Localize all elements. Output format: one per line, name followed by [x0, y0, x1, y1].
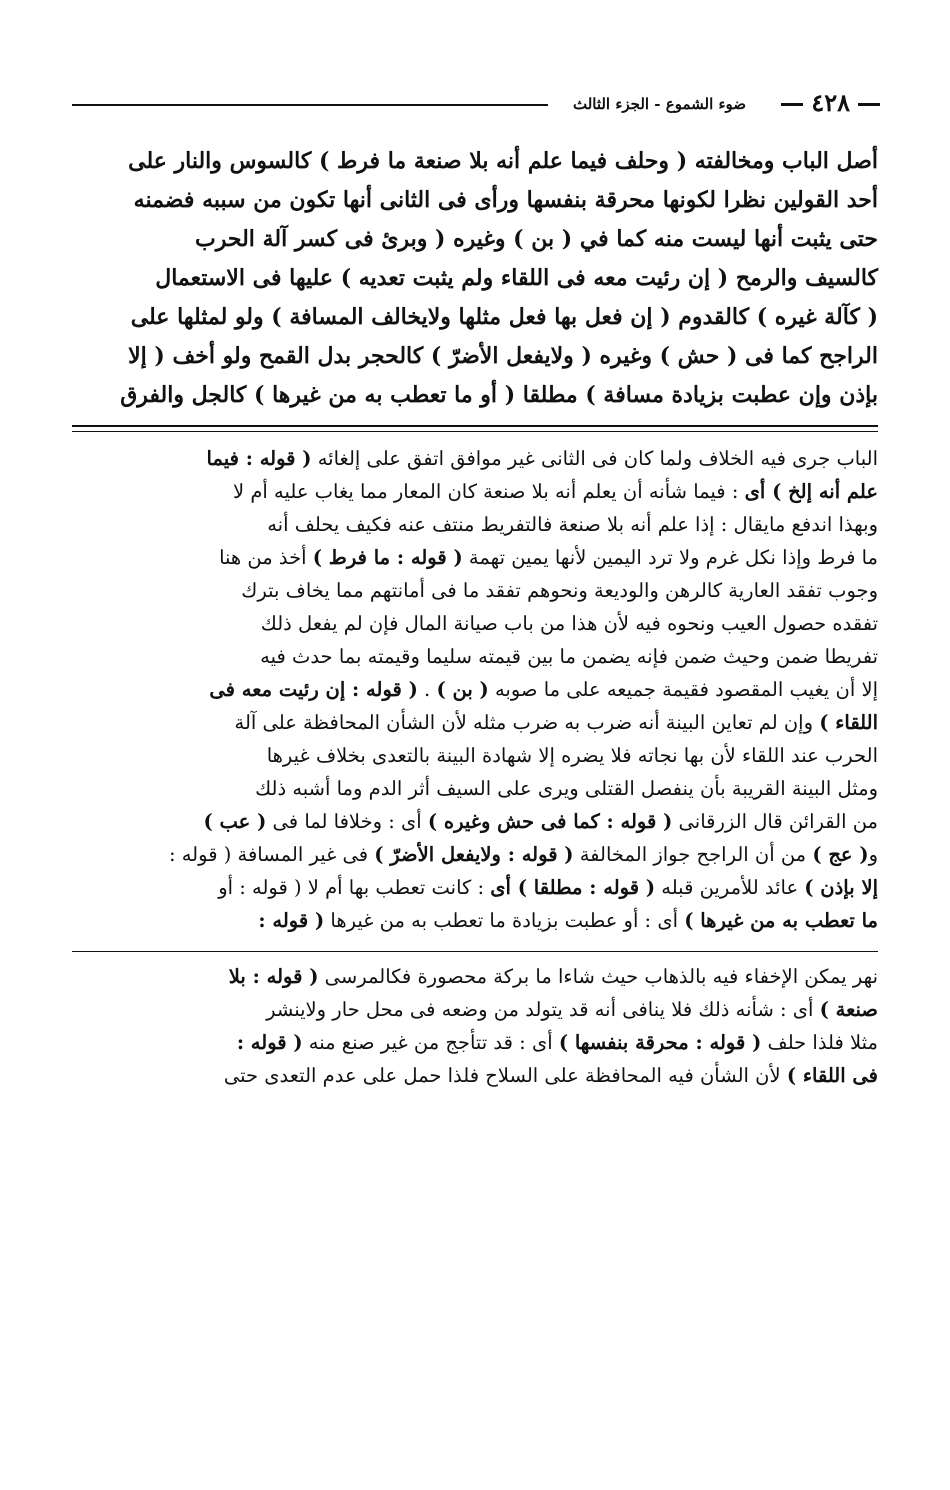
footnote-line: صنعة ) أى : شأنه ذلك فلا ينافى أنه قد يتولد من وضعه فى محل حار ولاينشر	[266, 998, 878, 1021]
commentary-line: ومثل البينة القريبة بأن ينفصل القتلى ويرى على السيف أثر الدم وما أشبه ذلك	[255, 777, 878, 800]
footnote-divider	[72, 951, 878, 952]
commentary-line: ما فرط وإذا نكل غرم ولا ترد اليمين لأنها يمين تهمة ( قوله : ما فرط ) أخذ من هنا	[219, 546, 878, 569]
main-text-line: حتى يثبت أنها ليست منه كما في ( بن ) وغيره ( وبرئ فى كسر آلة الحرب	[195, 226, 878, 252]
commentary-line: وبهذا اندفع مايقال : إذا علم أنه بلا صنعة فالتفريط منتف عنه فكيف يحلف أنه	[267, 513, 878, 536]
document-page	[72, 88, 878, 1092]
footnote-line: نهر يمكن الإخفاء فيه بالذهاب حيث شاءا ما بركة محصورة فكالمرسى ( قوله : بلا	[228, 965, 878, 988]
page-header	[72, 88, 878, 124]
section-divider	[72, 425, 878, 432]
commentary-line: تفقده حصول العيب ونحوه فيه لأن هذا من باب صيانة المال فإن لم يفعل ذلك	[260, 612, 878, 635]
commentary-line: من القرائن قال الزرقانى ( قوله : كما فى حش وغيره ) أى : وخلافا لما فى ( عب )	[203, 810, 878, 833]
footnote-line: مثلا فلذا حلف ( قوله : محرقة بنفسها ) أى : قد تتأجج من غير صنع منه ( قوله :	[236, 1031, 878, 1054]
main-text-line: ( كآلة غيره ) كالقدوم ( إن فعل بها فعل مثلها ولايخالف المسافة ) ولو لمثلها على	[130, 304, 878, 330]
running-title: ضوء الشموع - الجزء الثالث	[572, 95, 746, 113]
main-text-line: أصل الباب ومخالفته ( وحلف فيما علم أنه بلا صنعة ما فرط ) كالسوس والنار على	[128, 148, 878, 174]
footnote-block	[72, 960, 878, 1092]
main-text-line: الراجح كما فى ( حش ) وغيره ( ولايفعل الأضرّ ) كالحجر بدل القمح ولو أخف ( إلا	[128, 343, 878, 369]
main-text-line: كالسيف والرمح ( إن رئيت معه فى اللقاء ولم يثبت تعديه ) عليها فى الاستعمال	[155, 265, 878, 291]
main-text-line: بإذن وإن عطبت بزيادة مسافة ) مطلقا ( أو ما تعطب به من غيرها ) كالجل والفرق	[120, 382, 878, 408]
commentary-line: إلا أن يغيب المقصود فقيمة جميعه على ما صوبه ( بن ) . ( قوله : إن رئيت معه فى	[209, 678, 878, 701]
main-text-line: أحد القولين نظرا لكونها محرقة بنفسها ورأى فى الثانى أنها تكون من سببه فضمنه	[133, 187, 878, 213]
header-rule	[72, 104, 548, 106]
commentary-line: الحرب عند اللقاء لأن بها نجاته فلا يضره إلا شهادة البينة بالتعدى بخلاف غيرها	[266, 744, 878, 767]
commentary-line: اللقاء ) وإن لم تعاين البينة أنه ضرب به ضرب مثله لأن الشأن المحافظة على آلة	[234, 711, 878, 734]
footnote-line: فى اللقاء ) لأن الشأن فيه المحافظة على السلاح فلذا حمل على عدم التعدى حتى	[223, 1064, 878, 1087]
commentary-line: تفريطا ضمن وحيث ضمن فإنه يضمن ما بين قيمته سليما وقيمته بما حدث فيه	[260, 645, 878, 668]
commentary-line: الباب جرى فيه الخلاف ولما كان فى الثانى غير موافق اتفق على إلغائه ( قوله : فيما	[206, 447, 878, 470]
commentary-line: إلا بإذن ) عائد للأمرين قبله ( قوله : مطلقا ) أى : كانت تعطب بها أم لا ( قوله : أو	[218, 876, 878, 899]
commentary-line: علم أنه إلخ ) أى : فيما شأنه أن يعلم أنه بلا صنعة كان المعار مما يغاب عليه أم لا	[233, 480, 878, 503]
commentary-block	[72, 442, 878, 937]
commentary-line: وجوب تفقد العارية كالرهن والوديعة ونحوهم تفقد ما فى أمانتهم مما يخاف بترك	[241, 579, 878, 602]
main-text-block	[72, 142, 878, 415]
page-number: ٤٢٨	[811, 88, 850, 117]
commentary-line: و( عج ) من أن الراجح جواز المخالفة ( قوله : ولايفعل الأضرّ ) فى غير المسافة ( قوله :	[168, 843, 878, 866]
commentary-line: ما تعطب به من غيرها ) أى : أو عطبت بزيادة ما تعطب به من غيرها ( قوله :	[258, 909, 878, 932]
